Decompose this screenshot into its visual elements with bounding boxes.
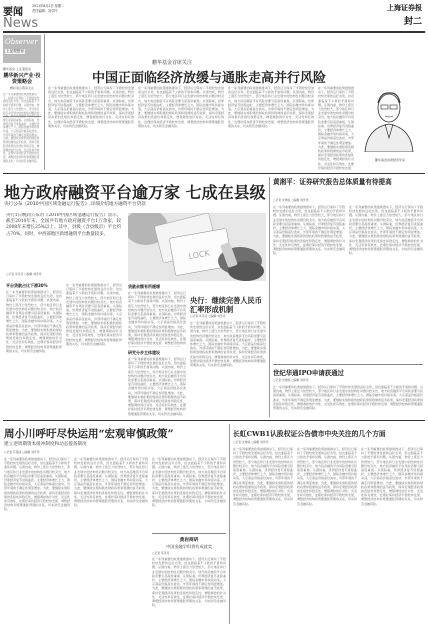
- right-col-2: 在一系列重要的政策措施推动下，经济运行保持了平稳较快发展的良好态势，但也面临着不少新的矛盾和问题。从国内看，物价上涨压力依然较大，部分地区和行业发展中的结构性问题仍较突出，地方政府融资平台风险需要引起高度重视。从国际看，世界经济复苏进程曲折，主要经济体增长乏力，国际金融市场持续动荡，大宗商品价格高位波动，外部环境的不确定性明显增加。为此，要继续实施积极的财政政策和稳健的货币政策，保持宏观经济政策的连续性和稳定性，增强调控的针对性、灵活性和有效性，处理好保持经济平稳较快发展、调整经济结构和管理通胀预期的关系，切实防范金融风险。: [349, 205, 423, 256]
- bottom-divider: [229, 424, 230, 624]
- bottom-left-col-1: 在一系列重要的政策措施推动下，经济运行保持了平稳较快发展的良好态势，但也面临着不少新的矛盾和问题。从国内看，物价上涨压力依然较大，部分地区和行业发展中的结构性问题仍较突出，地方政府融资平台风险需要引起高度重视。从国际看，世界经济复苏进程曲折，主要经济体增长乏力，国际金融市场持续动荡，大宗商品价格高位波动，外部环境的不确定性明显增加。为此，要继续实施积极的财政政策和稳健的货币政策，保持宏观经济政策的连续性和稳定性，增强调控的针对性、灵活性和有效性，处理好保持经济平稳较快发展、调整经济结构和管理通胀预期的关系，切实防范金融风险。: [4, 457, 70, 512]
- top-article-col-3: 在一系列重要的政策措施推动下，经济运行保持了平稳较快发展的良好态势，但也面临着不少新的矛盾和问题。从国内看，物价上涨压力依然较大，部分地区和行业发展中的结构性问题仍较突出，地方政府融资平台风险需要引起高度重视。从国际看，世界经济复苏进程曲折，主要经济体增长乏力，国际金融市场持续动荡，大宗商品价格高位波动，外部环境的不确定性明显增加。为此，要继续实施积极的财政政策和稳健的货币政策，保持宏观经济政策的连续性和稳定性，增强调控的针对性、灵活性和有效性，处理好保持经济平稳较快发展、调整经济结构和管理通胀预期的关系，切实防范金融风险。: [228, 86, 314, 128]
- lead-col-5: 在一系列重要的政策措施推动下，经济运行保持了平稳较快发展的良好态势，但也面临着不少新的矛盾和问题。从国内看，物价上涨压力依然较大，部分地区和行业发展中的结构性问题仍较突出，地方政府融资平台风险需要引起高度重视。从国际看，世界经济复苏进程曲折，主要经济体增长乏力，国际金融市场持续动荡，大宗商品价格高位波动，外部环境的不确定性明显增加。为此，要继续实施积极的财政政策和稳健的货币政策，保持宏观经济政策的连续性和稳定性，增强调控的针对性、灵活性和有效性，处理好保持经济平稳较快发展、调整经济结构和管理通胀预期的关系，切实防范金融风险。: [190, 321, 266, 368]
- lead-subhead-b: 贷款余额有所缓增: [128, 284, 160, 289]
- lead-byline: ○记者 李丹丹 ○编辑 刘学玲: [6, 272, 42, 276]
- sidebar-subtitle: 鹏华基金·上证观察家: [3, 67, 31, 71]
- mini-subhead: 中国金融学科将有成就奖: [165, 544, 213, 549]
- page-label: 封二: [403, 17, 422, 27]
- lead-col-1: 在一系列重要的政策措施推动下，经济运行保持了平稳较快发展的良好态势，但也面临着不少新的矛盾和问题。从国内看，物价上涨压力依然较大，部分地区和行业发展中的结构性问题仍较突出，地方政府融资平台风险需要引起高度重视。从国际看，世界经济复苏进程曲折，主要经济体增长乏力，国际金融市场持续动荡，大宗商品价格高位波动，外部环境的不确定性明显增加。为此，要继续实施积极的财政政策和稳健的货币政策，保持宏观经济政策的连续性和稳定性，增强调控的针对性、灵活性和有效性，处理好保持经济平稳较快发展、调整经济结构和管理通胀预期的关系，切实防范金融风险。: [6, 290, 62, 353]
- bottom-right-col-1: 在一系列重要的政策措施推动下，经济运行保持了平稳较快发展的良好态势，但也面临着不少新的矛盾和问题。从国内看，物价上涨压力依然较大，部分地区和行业发展中的结构性问题仍较突出，地方政府融资平台风险需要引起高度重视。从国际看，世界经济复苏进程曲折，主要经济体增长乏力，国际金融市场持续动荡，大宗商品价格高位波动，外部环境的不确定性明显增加。为此，要继续实施积极的财政政策和稳健的货币政策，保持宏观经济政策的连续性和稳定性，增强调控的针对性、灵活性和有效性，处理好保持经济平稳较快发展、调整经济结构和管理通胀预期的关系，切实防范金融风险。: [233, 447, 293, 506]
- date-line: 2011年8月2日 星期二: [32, 4, 65, 8]
- masthead-rule: [3, 31, 425, 33]
- lead-col-4: 在一系列重要的政策措施推动下，经济运行保持了平稳较快发展的良好态势，但也面临着不少新的矛盾和问题。从国内看，物价上涨压力依然较大，部分地区和行业发展中的结构性问题仍较突出，地方政府融资平台风险需要引起高度重视。从国际看，世界经济复苏进程曲折，主要经济体增长乏力，国际金融市场持续动荡，大宗商品价格高位波动，外部环境的不确定性明显增加。为此，要继续实施积极的财政政策和稳健的货币政策，保持宏观经济政策的连续性和稳定性，增强调控的针对性、灵活性和有效性，处理好保持经济平稳较快发展、调整经济结构和管理通胀预期的关系，切实防范金融风险。: [128, 357, 186, 416]
- top-article-col-2: 在一系列重要的政策措施推动下，经济运行保持了平稳较快发展的良好态势，但也面临着不少新的矛盾和问题。从国内看，物价上涨压力依然较大，部分地区和行业发展中的结构性问题仍较突出，地方政府融资平台风险需要引起高度重视。从国际看，世界经济复苏进程曲折，主要经济体增长乏力，国际金融市场持续动荡，大宗商品价格高位波动，外部环境的不确定性明显增加。为此，要继续实施积极的财政政策和稳健的货币政策，保持宏观经济政策的连续性和稳定性，增强调控的针对性、灵活性和有效性，处理好保持经济平稳较快发展、调整经济结构和管理通胀预期的关系，切实防范金融风险。: [138, 86, 224, 128]
- lead-summary: 央行1日晚间公布的《2010中国区域金融运行报告》显示，截至2010年末，全国共有地方政府融资平台1万余家，较2008年末增长25%以上。其中，县级（含县级市）平台约占70%。同时，中西部地区新增融资平台数量较多。: [6, 213, 121, 237]
- bottom-left-col-3: 在一系列重要的政策措施推动下，经济运行保持了平稳较快发展的良好态势，但也面临着不少新的矛盾和问题。从国内看，物价上涨压力依然较大，部分地区和行业发展中的结构性问题仍较突出，地方政府融资平台风险需要引起高度重视。从国际看，世界经济复苏进程曲折，主要经济体增长乏力，国际金融市场持续动荡，大宗商品价格高位波动，外部环境的不确定性明显增加。为此，要继续实施积极的财政政策和稳健的货币政策，保持宏观经济政策的连续性和稳定性，增强调控的针对性、灵活性和有效性，处理好保持经济平稳较快发展、调整经济结构和管理通胀预期的关系，切实防范金融风险。: [152, 457, 226, 508]
- lead-col-2: 在一系列重要的政策措施推动下，经济运行保持了平稳较快发展的良好态势，但也面临着不少新的矛盾和问题。从国内看，物价上涨压力依然较大，部分地区和行业发展中的结构性问题仍较突出，地方政府融资平台风险需要引起高度重视。从国际看，世界经济复苏进程曲折，主要经济体增长乏力，国际金融市场持续动荡，大宗商品价格高位波动，外部环境的不确定性明显增加。为此，要继续实施积极的财政政策和稳健的货币政策，保持宏观经济政策的连续性和稳定性，增强调控的针对性、灵活性和有效性，处理好保持经济平稳较快发展、调整经济结构和管理通胀预期的关系，切实防范金融风险。: [66, 283, 122, 346]
- bottom-left-col-2: 在一系列重要的政策措施推动下，经济运行保持了平稳较快发展的良好态势，但也面临着不少新的矛盾和问题。从国内看，物价上涨压力依然较大，部分地区和行业发展中的结构性问题仍较突出，地方政府融资平台风险需要引起高度重视。从国际看，世界经济复苏进程曲折，主要经济体增长乏力，国际金融市场持续动荡，大宗商品价格高位波动，外部环境的不确定性明显增加。为此，要继续实施积极的财政政策和稳健的货币政策，保持宏观经济政策的连续性和稳定性，增强调控的针对性、灵活性和有效性，处理好保持经济平稳较快发展、调整经济结构和管理通胀预期的关系，切实防范金融风险。: [74, 457, 148, 508]
- right-col-3: 在一系列重要的政策措施推动下，经济运行保持了平稳较快发展的良好态势，但也面临着不少新的矛盾和问题。从国内看，物价上涨压力依然较大，部分地区和行业发展中的结构性问题仍较突出，地方政府融资平台风险需要引起高度重视。从国际看，世界经济复苏进程曲折，主要经济体增长乏力，国际金融市场持续动荡，大宗商品价格高位波动，外部环境的不确定性明显增加。为此，要继续实施积极的财政政策和稳健的货币政策，保持宏观经济政策的连续性和稳定性，增强调控的针对性、灵活性和有效性，处理好保持经济平稳较快发展、调整经济结构和管理通胀预期的关系，切实防范金融风险。: [273, 385, 423, 411]
- section-rule-1: [3, 173, 425, 174]
- mini-headline: 黄岩商研: [179, 538, 199, 543]
- top-article-headline: 中国正面临经济放缓与通胀走高并行风险: [92, 71, 327, 86]
- right-col-1: 在一系列重要的政策措施推动下，经济运行保持了平稳较快发展的良好态势，但也面临着不少新的矛盾和问题。从国内看，物价上涨压力依然较大，部分地区和行业发展中的结构性问题仍较突出，地方政府融资平台风险需要引起高度重视。从国际看，世界经济复苏进程曲折，主要经济体增长乏力，国际金融市场持续动荡，大宗商品价格高位波动，外部环境的不确定性明显增加。为此，要继续实施积极的财政政策和稳健的货币政策，保持宏观经济政策的连续性和稳定性，增强调控的针对性、灵活性和有效性，处理好保持经济平稳较快发展、调整经济结构和管理通胀预期的关系，切实防范金融风险。: [273, 205, 345, 256]
- top-article-kicker: 鹏华基金首席关注: [152, 60, 193, 66]
- promo-sub: 精彩观点敬请关注: [9, 85, 34, 90]
- sidebar-rule: [3, 116, 41, 117]
- columnist-portrait: [357, 88, 421, 152]
- lead-headline: 地方政府融资平台逾万家 七成在县级: [4, 183, 266, 202]
- photo-caption-byline: ○记者 李丹丹 ○编辑 刘学玲: [190, 314, 226, 318]
- right-second-headline: 世纪华通IPO申请获通过: [273, 369, 344, 377]
- photo-caption: 央行：继续完善人民币汇率形成机制: [190, 296, 262, 314]
- bottom-left-col-4: 在一系列重要的政策措施推动下，经济运行保持了平稳较快发展的良好态势，但也面临着不少新的矛盾和问题。从国内看，物价上涨压力依然较大，部分地区和行业发展中的结构性问题仍较突出，地方政府融资平台风险需要引起高度重视。从国际看，世界经济复苏进程曲折，主要经济体增长乏力，国际金融市场持续动荡，大宗商品价格高位波动，外部环境的不确定性明显增加。为此，要继续实施积极的财政政策和稳健的货币政策，保持宏观经济政策的连续性和稳定性，增强调控的针对性、灵活性和有效性，处理好保持经济平稳较快发展、调整经济结构和管理通胀预期的关系，切实防范金融风险。: [152, 557, 226, 608]
- top-article-col-4: 在一系列重要的政策措施推动下，经济运行保持了平稳较快发展的良好态势，但也面临着不少新的矛盾和问题。从国内看，物价上涨压力依然较大，部分地区和行业发展中的结构性问题仍较突出，地方政府融资平台风险需要引起高度重视。从国际看，世界经济复苏进程曲折，主要经济体增长乏力，国际金融市场持续动荡，大宗商品价格高位波动，外部环境的不确定性明显增加。为此，要继续实施积极的财政政策和稳健的货币政策，保持宏观经济政策的连续性和稳定性，增强调控的针对性、灵活性和有效性，处理好保持经济平稳较快发展、: [318, 86, 354, 170]
- sidebar-logo: [3, 35, 41, 63]
- newspaper-name: 上海证券报: [387, 3, 422, 12]
- sidebar-text: 在一系列重要的政策措施推动下，经济运行保持了平稳较快发展的良好态势，但也面临着不少新的矛盾和问题。从国内看，物价上涨压力依然较大，部分地区和行业发展中的结构性问题仍较突出，地方政府融资平台风险需要引起高度重视。从国际看，世界经济复苏进程曲折，主要经济体增长乏力，国际金融市场持续动荡，大宗商品价格高位波动，外部环境的不确定性明显增加。为此，要继续实施积极的财政政策和稳健的货币政策，保持宏观经济政策的连续性和稳定性，增强调控的针对性、灵活性和有效性，处理好保持经济平稳较快发展、调整经济结构和管理通胀预期的关系，切实防范金融风险。: [3, 93, 40, 163]
- right-second-byline: ○记者 朱增权 ○编辑 刘学玲: [273, 378, 309, 382]
- lead-col-3: 在一系列重要的政策措施推动下，经济运行保持了平稳较快发展的良好态势，但也面临着不少新的矛盾和问题。从国内看，物价上涨压力依然较大，部分地区和行业发展中的结构性问题仍较突出，地方政府融资平台风险需要引起高度重视。从国际看，世界经济复苏进程曲折，主要经济体增长乏力，国际金融市场持续动荡，大宗商品价格高位波动，外部环境的不确定性明显增加。为此，要继续实施积极的财政政策和稳健的货币政策，保持宏观经济政策的连续性和稳定性，增强调控的针对性、灵活性和有效性，处理好保持经济平稳较快发展、调整经济结构和: [128, 291, 186, 346]
- section-rule-2: [3, 420, 425, 421]
- bottom-right-headline: 长虹CWB1认股权证公告债市中央关注的几个方面: [233, 430, 386, 438]
- bottom-left-headline: 周小川呼吁尽快运用“宏观审慎政策”: [4, 428, 174, 440]
- right-rule: [273, 364, 423, 365]
- bottom-right-col-2: 在一系列重要的政策措施推动下，经济运行保持了平稳较快发展的良好态势，但也面临着不少新的矛盾和问题。从国内看，物价上涨压力依然较大，部分地区和行业发展中的结构性问题仍较突出，地方政府融资平台风险需要引起高度重视。从国际看，世界经济复苏进程曲折，主要经济体增长乏力，国际金融市场持续动荡，大宗商品价格高位波动，外部环境的不确定性明显增加。为此，要继续实施积极的财政政策和稳健的货币政策，保持宏观经济政策的连续性和稳定性，增强调控的针对性、灵活性和有效性，处理好保持经济平稳较快发展、调整经济结构和管理通胀预期的关系，切实防范金融风险。: [297, 447, 357, 506]
- section-label: 要闻: [3, 7, 23, 18]
- lead-photo: [128, 213, 266, 281]
- sidebar-divider: [44, 34, 45, 170]
- right-byline: ○记者 朱增权 ○编辑 刘学玲: [273, 198, 309, 202]
- top-article-col-1: 在一系列重要的政策措施推动下，经济运行保持了平稳较快发展的良好态势，但也面临着不少新的矛盾和问题。从国内看，物价上涨压力依然较大，部分地区和行业发展中的结构性问题仍较突出，地方政府融资平台风险需要引起高度重视。从国际看，世界经济复苏进程曲折，主要经济体增长乏力，国际金融市场持续动荡，大宗商品价格高位波动，外部环境的不确定性明显增加。为此，要继续实施积极的财政政策和稳健的货币政策，保持宏观经济政策的连续性和稳定性，增强调控的针对性、灵活性和有效性，处理好保持经济平稳较快发展、调整经济结构和管理通胀预期的关系，切实防范金融风险。: [48, 86, 134, 128]
- sidebar-logo-sub: 上证观察家: [6, 49, 24, 53]
- sidebar-promo: [3, 73, 41, 91]
- lead-subhead-a: 平台贷款占比下滑30%: [6, 283, 48, 288]
- sidebar-logo-main: Observer: [5, 38, 38, 46]
- portrait-caption: 鹏华基金首席经济学家: [374, 158, 405, 162]
- editor-line: 责任编辑：刘学玲: [32, 9, 58, 13]
- section-english: News: [3, 16, 39, 31]
- lead-subhead: 央行公布《2010中国区域金融运行报告》,详细介绍地方融资平台贷款: [4, 202, 146, 207]
- bottom-left-byline: ○记者 苏曼丽 ○编辑 刘学玲: [4, 450, 40, 454]
- lead-subhead-c: 研究分步主体建设: [128, 350, 160, 355]
- bottom-left-subhead: 建立逆周期资本缓冲制度和动态拨备制度: [4, 442, 87, 447]
- bottom-right-col-3: 在一系列重要的政策措施推动下，经济运行保持了平稳较快发展的良好态势，但也面临着不少新的矛盾和问题。从国内看，物价上涨压力依然较大，部分地区和行业发展中的结构性问题仍较突出，地方政府融资平台风险需要引起高度重视。从国际看，世界经济复苏进程曲折，主要经济体增长乏力，国际金融市场持续动荡，大宗商品价格高位波动，外部环境的不确定性明显增加。为此，要继续实施积极的财政政策和稳健的货币政策，保持宏观经济政策的连续性和稳定性，增强调控的针对性、灵活性和有效性，处理好保持经济平稳较快发展、调整经济结构和管理通胀预期的关系，切实防范金融风险。: [361, 447, 423, 506]
- mini-byline: ○记者 李丹丹: [152, 551, 170, 555]
- promo-title: 鹏华新兴产业·投资策略会: [3, 73, 41, 86]
- bottom-right-byline: ○记者 朱增权 ○编辑 刘学玲: [233, 440, 269, 444]
- svg-text:LOCK: LOCK: [187, 248, 211, 262]
- mini-rule: [152, 533, 226, 534]
- lead-divider: [269, 177, 270, 417]
- right-headline: 黄湘平：证券研究报告总体质量有待提高: [273, 178, 392, 186]
